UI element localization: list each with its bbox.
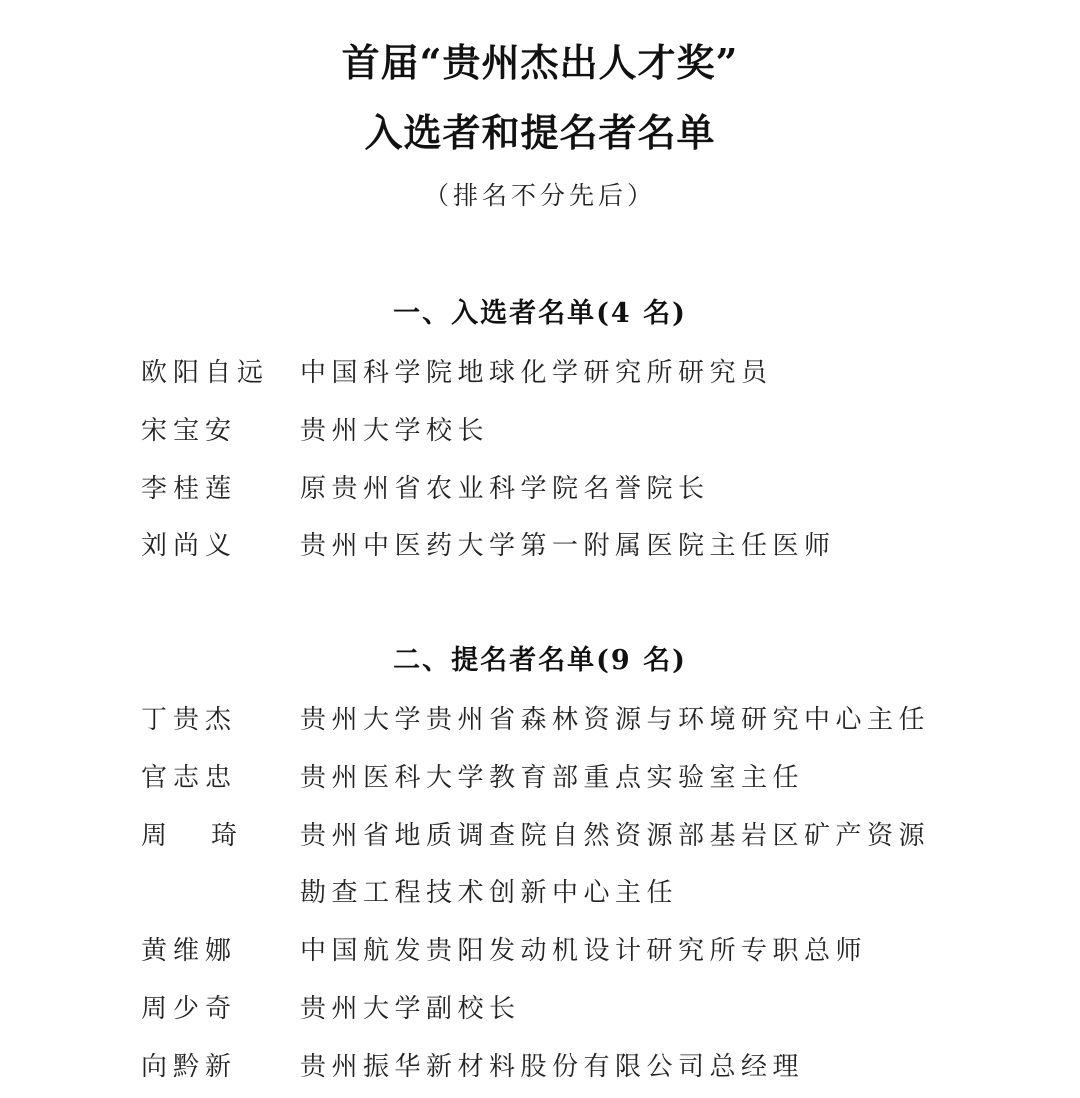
person-name: 宋宝安 [141,416,238,446]
person-name: 周琦 [141,821,282,851]
person-name: 周少奇 [141,994,238,1024]
person-name: 李桂莲 [141,474,238,504]
list-item [0,931,1080,971]
person-affiliation: 中国科学院地球化学研究所研究员 [300,358,773,388]
person-name: 黄维娜 [141,936,238,966]
list-item [0,989,1080,1029]
person-name: 丁贵杰 [141,705,238,735]
document-title-line-1: 首届“贵州杰出人才奖” [341,40,739,85]
list-item [0,411,1080,451]
person-affiliation: 贵州振华新材料股份有限公司总经理 [300,1052,805,1082]
person-affiliation-continued: 勘查工程技术创新中心主任 [300,878,679,908]
person-name: 官志忠 [141,763,238,793]
person-affiliation: 原贵州省农业科学院名誉院长 [300,474,710,504]
person-affiliation: 贵州省地质调查院自然资源部基岩区矿产资源 [300,821,931,851]
person-name: 向黔新 [141,1052,238,1082]
list-item [0,526,1080,566]
section-heading-nominated: 二、提名者名单(9 名) [393,645,687,676]
list-item [0,469,1080,509]
person-affiliation: 中国航发贵阳发动机设计研究所专职总师 [300,936,868,966]
person-affiliation: 贵州大学校长 [300,416,490,446]
list-item [0,816,1080,916]
list-item [0,1047,1080,1087]
person-affiliation: 贵州大学贵州省森林资源与环境研究中心主任 [300,705,931,735]
document-subtitle: （排名不分先后） [423,181,656,210]
person-name: 刘尚义 [141,531,238,561]
person-affiliation: 贵州医科大学教育部重点实验室主任 [300,763,805,793]
list-item [0,758,1080,798]
document-title-line-2: 入选者和提名者名单 [364,110,716,155]
section-heading-selected: 一、入选者名单(4 名) [393,298,687,329]
person-name: 欧阳自远 [141,358,270,388]
person-affiliation: 贵州中医药大学第一附属医院主任医师 [300,531,836,561]
list-item [0,700,1080,740]
list-item [0,353,1080,393]
person-affiliation: 贵州大学副校长 [300,994,521,1024]
